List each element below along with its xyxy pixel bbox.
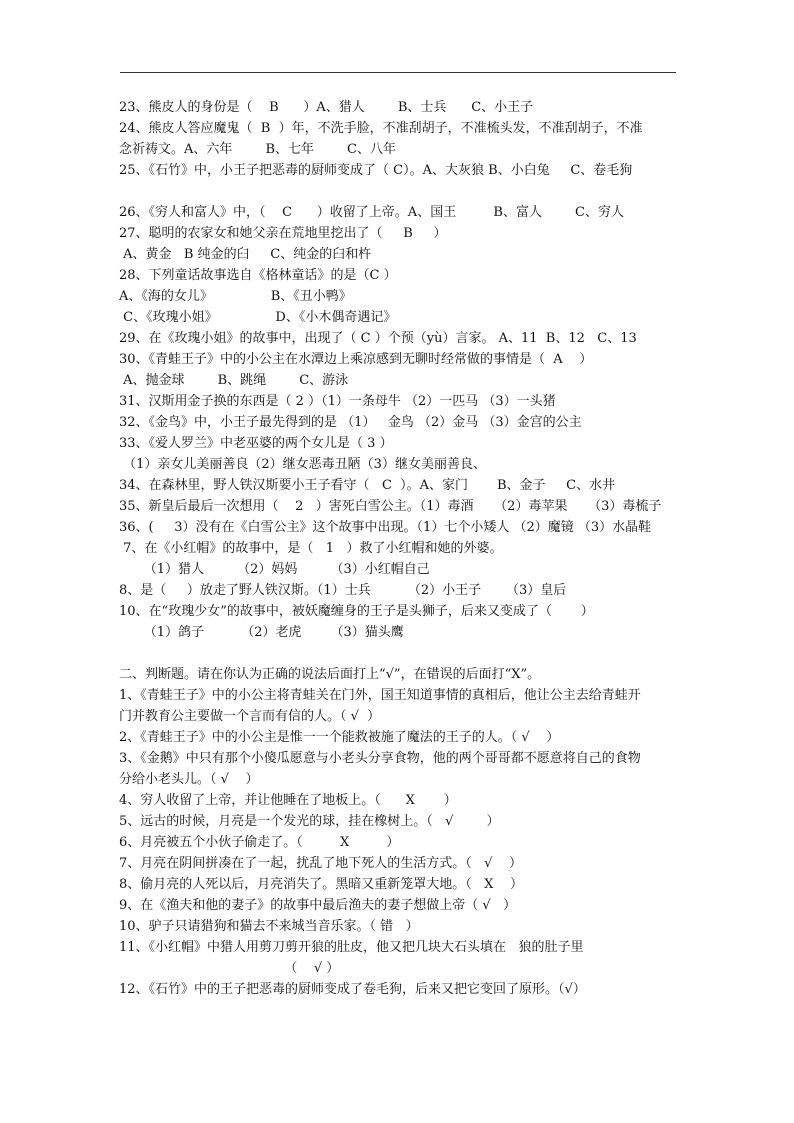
choice-questions-part1: [119, 97, 689, 181]
question-25: 25、《石竹》中，小王子把恶毒的厨师变成了（ C）。A、大灰狼 B、小白兔 C、卷毛狗: [119, 163, 633, 178]
question-31: 31、汉斯用金子换的东西是（ 2 ）（1）一条母牛 （2）一匹马 （3）一头猪: [119, 394, 556, 409]
question-7: 7、在《小红帽》的故事中，是（ 1 ）救了小红帽和她的外婆。: [119, 541, 503, 556]
tf-item-11: 11、《小红帽》中猎人用剪刀剪开狼的肚皮，他又把几块大石头填在 狼的肚子里: [119, 940, 584, 955]
choice-questions-part2: [119, 202, 689, 643]
question-34: 34、在森林里，野人铁汉斯要小王子看守（ C ）。A、家门 B、金子 C、水井: [119, 478, 616, 493]
question-32: 32、《金鸟》中，小王子最先得到的是 （1） 金鸟 （2）金马 （3）金宫的公主: [119, 415, 582, 430]
question-30: 30、《青蛙王子》中的小公主在水潭边上乘凉感到无聊时经常做的事情是（ A ）: [119, 352, 593, 367]
question-29: 29、在《玫瑰小姐》的故事中，出现了（ C ）个预（yù）言家。 A、11 B、12 C、13: [119, 331, 637, 346]
tf-item-5: 5、远古的时候，月亮是一个发光的球，挂在橡树上。（ √ ）: [119, 814, 500, 829]
tf-item-4: 4、穷人收留了上帝，并让他睡在了地板上。（ X ）: [119, 793, 457, 808]
question-24-cont: 念祈祷文。A、六年 B、七年 C、八年: [119, 142, 397, 157]
question-10: 10、在“玫瑰少女”的故事中，被妖魔缠身的王子是头狮子，后来又变成了（ ）: [119, 604, 594, 619]
question-30-options: A、抛金球 B、跳绳 C、游泳: [119, 373, 349, 388]
true-false-section: [119, 664, 689, 1000]
blank-line: [119, 181, 689, 202]
document-body: [119, 97, 689, 1000]
tf-item-1: 1、《青蛙王子》中的小公主将青蛙关在门外，国王知道事情的真相后，他让公主去给青蛙开: [119, 688, 641, 703]
tf-item-6: 6、月亮被五个小伙子偷走了。（ X ）: [119, 835, 400, 850]
question-36: 36、( 3）没有在《白雪公主》这个故事中出现。（1）七个小矮人 （2）魔镜 （3）水晶鞋: [119, 520, 652, 535]
tf-item-3: 3、《金鹅》中只有那个小傻瓜愿意与小老头分享食物，他的两个哥哥都不愿意将自己的食物: [119, 751, 641, 766]
tf-item-11-cont: （ √ ）: [119, 961, 340, 976]
question-33-options: （1）亲女儿美丽善良（2）继女恶毒丑陋（3）继女美丽善良、: [119, 457, 486, 472]
question-7-options: （1）猎人 （2）妈妈 （3）小红帽自己: [119, 562, 430, 577]
question-28-options-cd: C、《玫瑰小姐》 D、《小木偶奇遇记》: [119, 310, 397, 325]
tf-item-9: 9、在《渔夫和他的妻子》的故事中最后渔夫的妻子想做上帝（ √ ）: [119, 898, 517, 913]
tf-item-1-cont: 门并教育公主要做一个言而有信的人。（ √ ）: [119, 709, 381, 724]
question-28-options-ab: A、《海的女儿》 B、《丑小鸭》: [119, 289, 352, 304]
section-heading: 二、判断题。请在你认为正确的说法后面打上“√”，在错误的后面打“X”。: [119, 667, 541, 682]
question-24: 24、熊皮人答应魔鬼（ B ）年，不洗手脸，不准刮胡子，不准梳头发，不准刮胡子，不准: [119, 121, 643, 136]
tf-item-10: 10、驴子只请猎狗和猫去不来城当音乐家。（ 错 ）: [119, 919, 419, 934]
question-27: 27、聪明的农家女和她父亲在荒地里挖出了（ B ）: [119, 226, 447, 241]
tf-item-12: 12、《石竹》中的王子把恶毒的厨师变成了卷毛狗，后来又把它变回了原形。（√）: [119, 982, 586, 997]
blank-line: [119, 643, 689, 664]
header-rule: [120, 72, 676, 73]
tf-item-2: 2、《青蛙王子》中的小公主是惟一一个能救被施了魔法的王子的人。（ √ ）: [119, 730, 560, 745]
question-8: 8、是（ ）放走了野人铁汉斯。（1）士兵 （2）小王子 （3）皇后: [119, 583, 567, 598]
tf-item-7: 7、月亮在阴间拼凑在了一起，扰乱了地下死人的生活方式。（ √ ）: [119, 856, 522, 871]
question-23: 23、熊皮人的身份是（ B ）A、猎人 B、士兵 C、小王子: [119, 100, 534, 115]
question-10-options: （1）鸽子 （2）老虎 （3）猫头鹰: [119, 625, 404, 640]
tf-item-8: 8、偷月亮的人死以后，月亮消失了。黑暗又重新笼罩大地。（ X ）: [119, 877, 523, 892]
question-27-options: A、黄金 B 纯金的臼 C、纯金的臼和杵: [119, 247, 372, 262]
question-33: 33、《爱人罗兰》中老巫婆的两个女儿是（ 3 ）: [119, 436, 393, 451]
tf-item-3-cont: 分给小老头儿。（ √ ）: [119, 772, 259, 787]
question-26: 26、《穷人和富人》中，（ C ）收留了上帝。A、国王 B、富人 C、穷人: [119, 205, 624, 220]
question-28: 28、下列童话故事选自《格林童话》的是（C ）: [119, 268, 397, 283]
question-35: 35、新皇后最后一次想用（ 2 ）害死白雪公主。（1）毒酒 （2）毒苹果 （3）毒梳子: [119, 499, 662, 514]
